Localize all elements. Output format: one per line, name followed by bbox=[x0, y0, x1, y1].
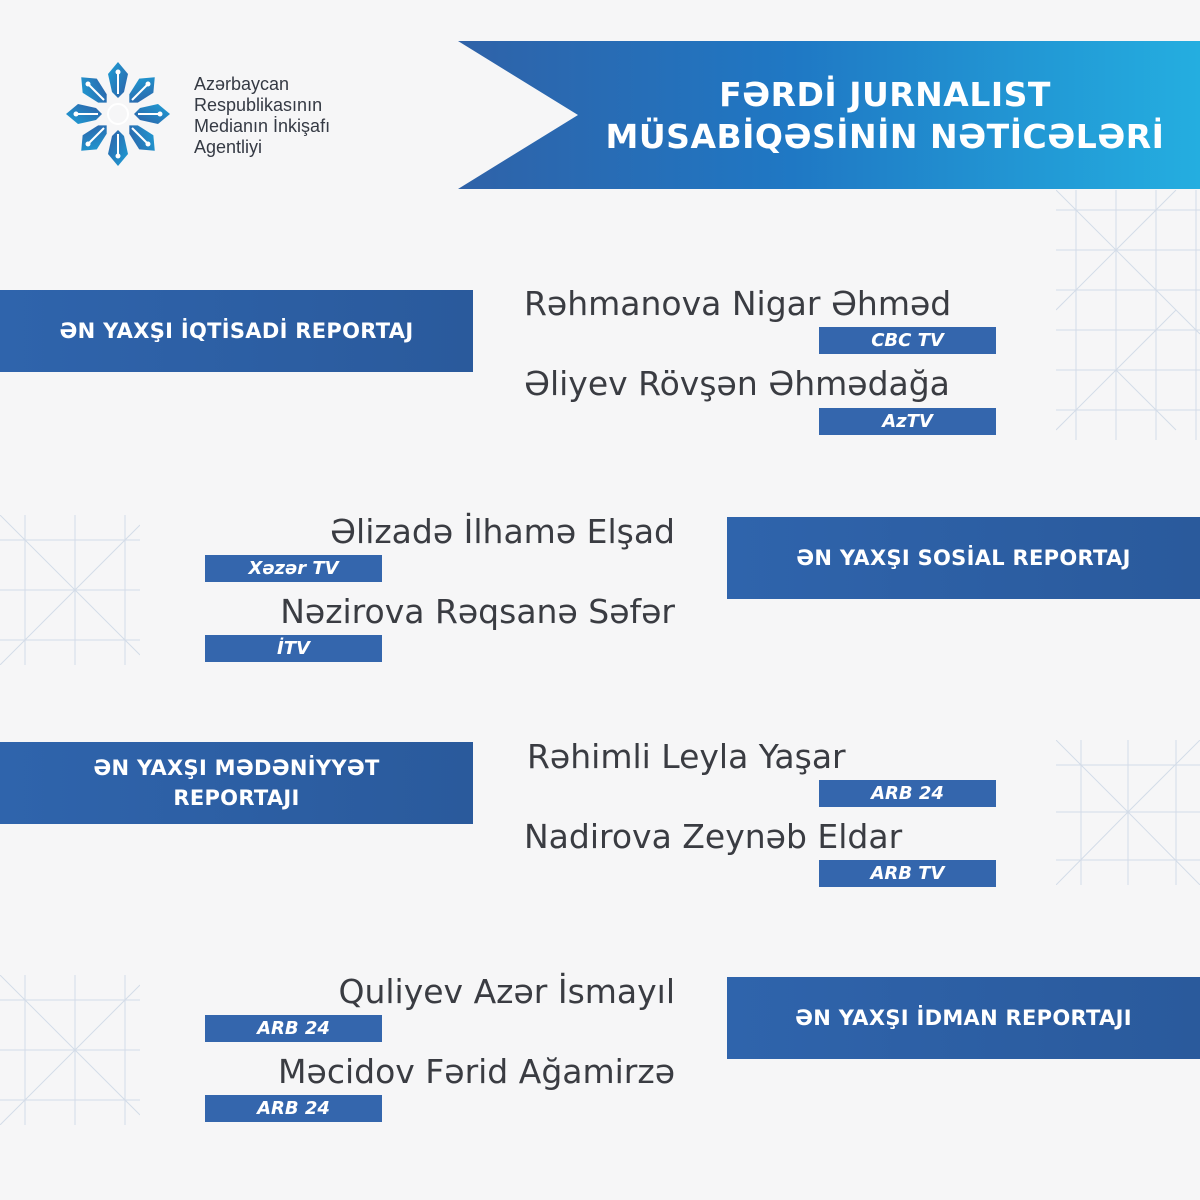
category-title: ƏN YAXŞI SOSİAL REPORTAJ bbox=[796, 546, 1131, 570]
category-social-report bbox=[727, 517, 1200, 599]
category-title: ƏN YAXŞI MƏDƏNİYYƏT bbox=[93, 756, 380, 780]
category-title: REPORTAJI bbox=[173, 786, 300, 810]
outlet-badge: ARB 24 bbox=[205, 1015, 382, 1042]
outlet-badge: ARB 24 bbox=[205, 1095, 382, 1122]
organization-name-line: Medianın İnkişafı bbox=[194, 116, 331, 136]
geometric-pattern-decoration bbox=[0, 515, 140, 665]
outlet-badge: AzTV bbox=[819, 408, 996, 435]
winner-name: Əlizadə İlhamə Elşad bbox=[330, 512, 675, 551]
category-title: ƏN YAXŞI İQTİSADİ REPORTAJ bbox=[59, 319, 414, 343]
outlet-badge: İTV bbox=[205, 635, 382, 662]
winner-name: Nadirova Zeynəb Eldar bbox=[524, 817, 903, 856]
winner-name: Rəhmanova Nigar Əhməd bbox=[524, 284, 952, 323]
outlet-badge: ARB 24 bbox=[819, 780, 996, 807]
winner-name: Məcidov Fərid Ağamirzə bbox=[278, 1052, 675, 1091]
winner-name: Nəzirova Rəqsanə Səfər bbox=[280, 592, 675, 631]
outlet-badge: CBC TV bbox=[819, 327, 996, 354]
category-culture-report bbox=[0, 742, 473, 824]
organization-name-line: Azərbaycan bbox=[194, 74, 290, 94]
winner-name: Əliyev Rövşən Əhmədağa bbox=[524, 364, 950, 403]
page-title-line: MÜSABİQƏSİNİN NƏTİCƏLƏRİ bbox=[605, 117, 1165, 156]
geometric-pattern-decoration bbox=[1056, 190, 1200, 440]
outlet-badge: Xəzər TV bbox=[205, 555, 382, 582]
winner-name: Quliyev Azər İsmayıl bbox=[338, 972, 675, 1011]
agency-logo bbox=[62, 58, 174, 170]
page-title bbox=[560, 74, 1200, 158]
geometric-pattern-decoration bbox=[0, 975, 140, 1125]
category-economic-report bbox=[0, 290, 473, 372]
organization-name-line: Respublikasının bbox=[194, 95, 323, 115]
snowflake-logo-icon bbox=[62, 58, 174, 170]
category-sports-report bbox=[727, 977, 1200, 1059]
organization-name bbox=[194, 74, 454, 158]
organization-name-line: Agentliyi bbox=[194, 137, 263, 157]
page-title-line: FƏRDİ JURNALIST bbox=[719, 75, 1051, 114]
geometric-pattern-decoration bbox=[1056, 740, 1200, 885]
winner-name: Rəhimli Leyla Yaşar bbox=[527, 737, 846, 776]
category-title: ƏN YAXŞI İDMAN REPORTAJI bbox=[795, 1006, 1132, 1030]
outlet-badge: ARB TV bbox=[819, 860, 996, 887]
